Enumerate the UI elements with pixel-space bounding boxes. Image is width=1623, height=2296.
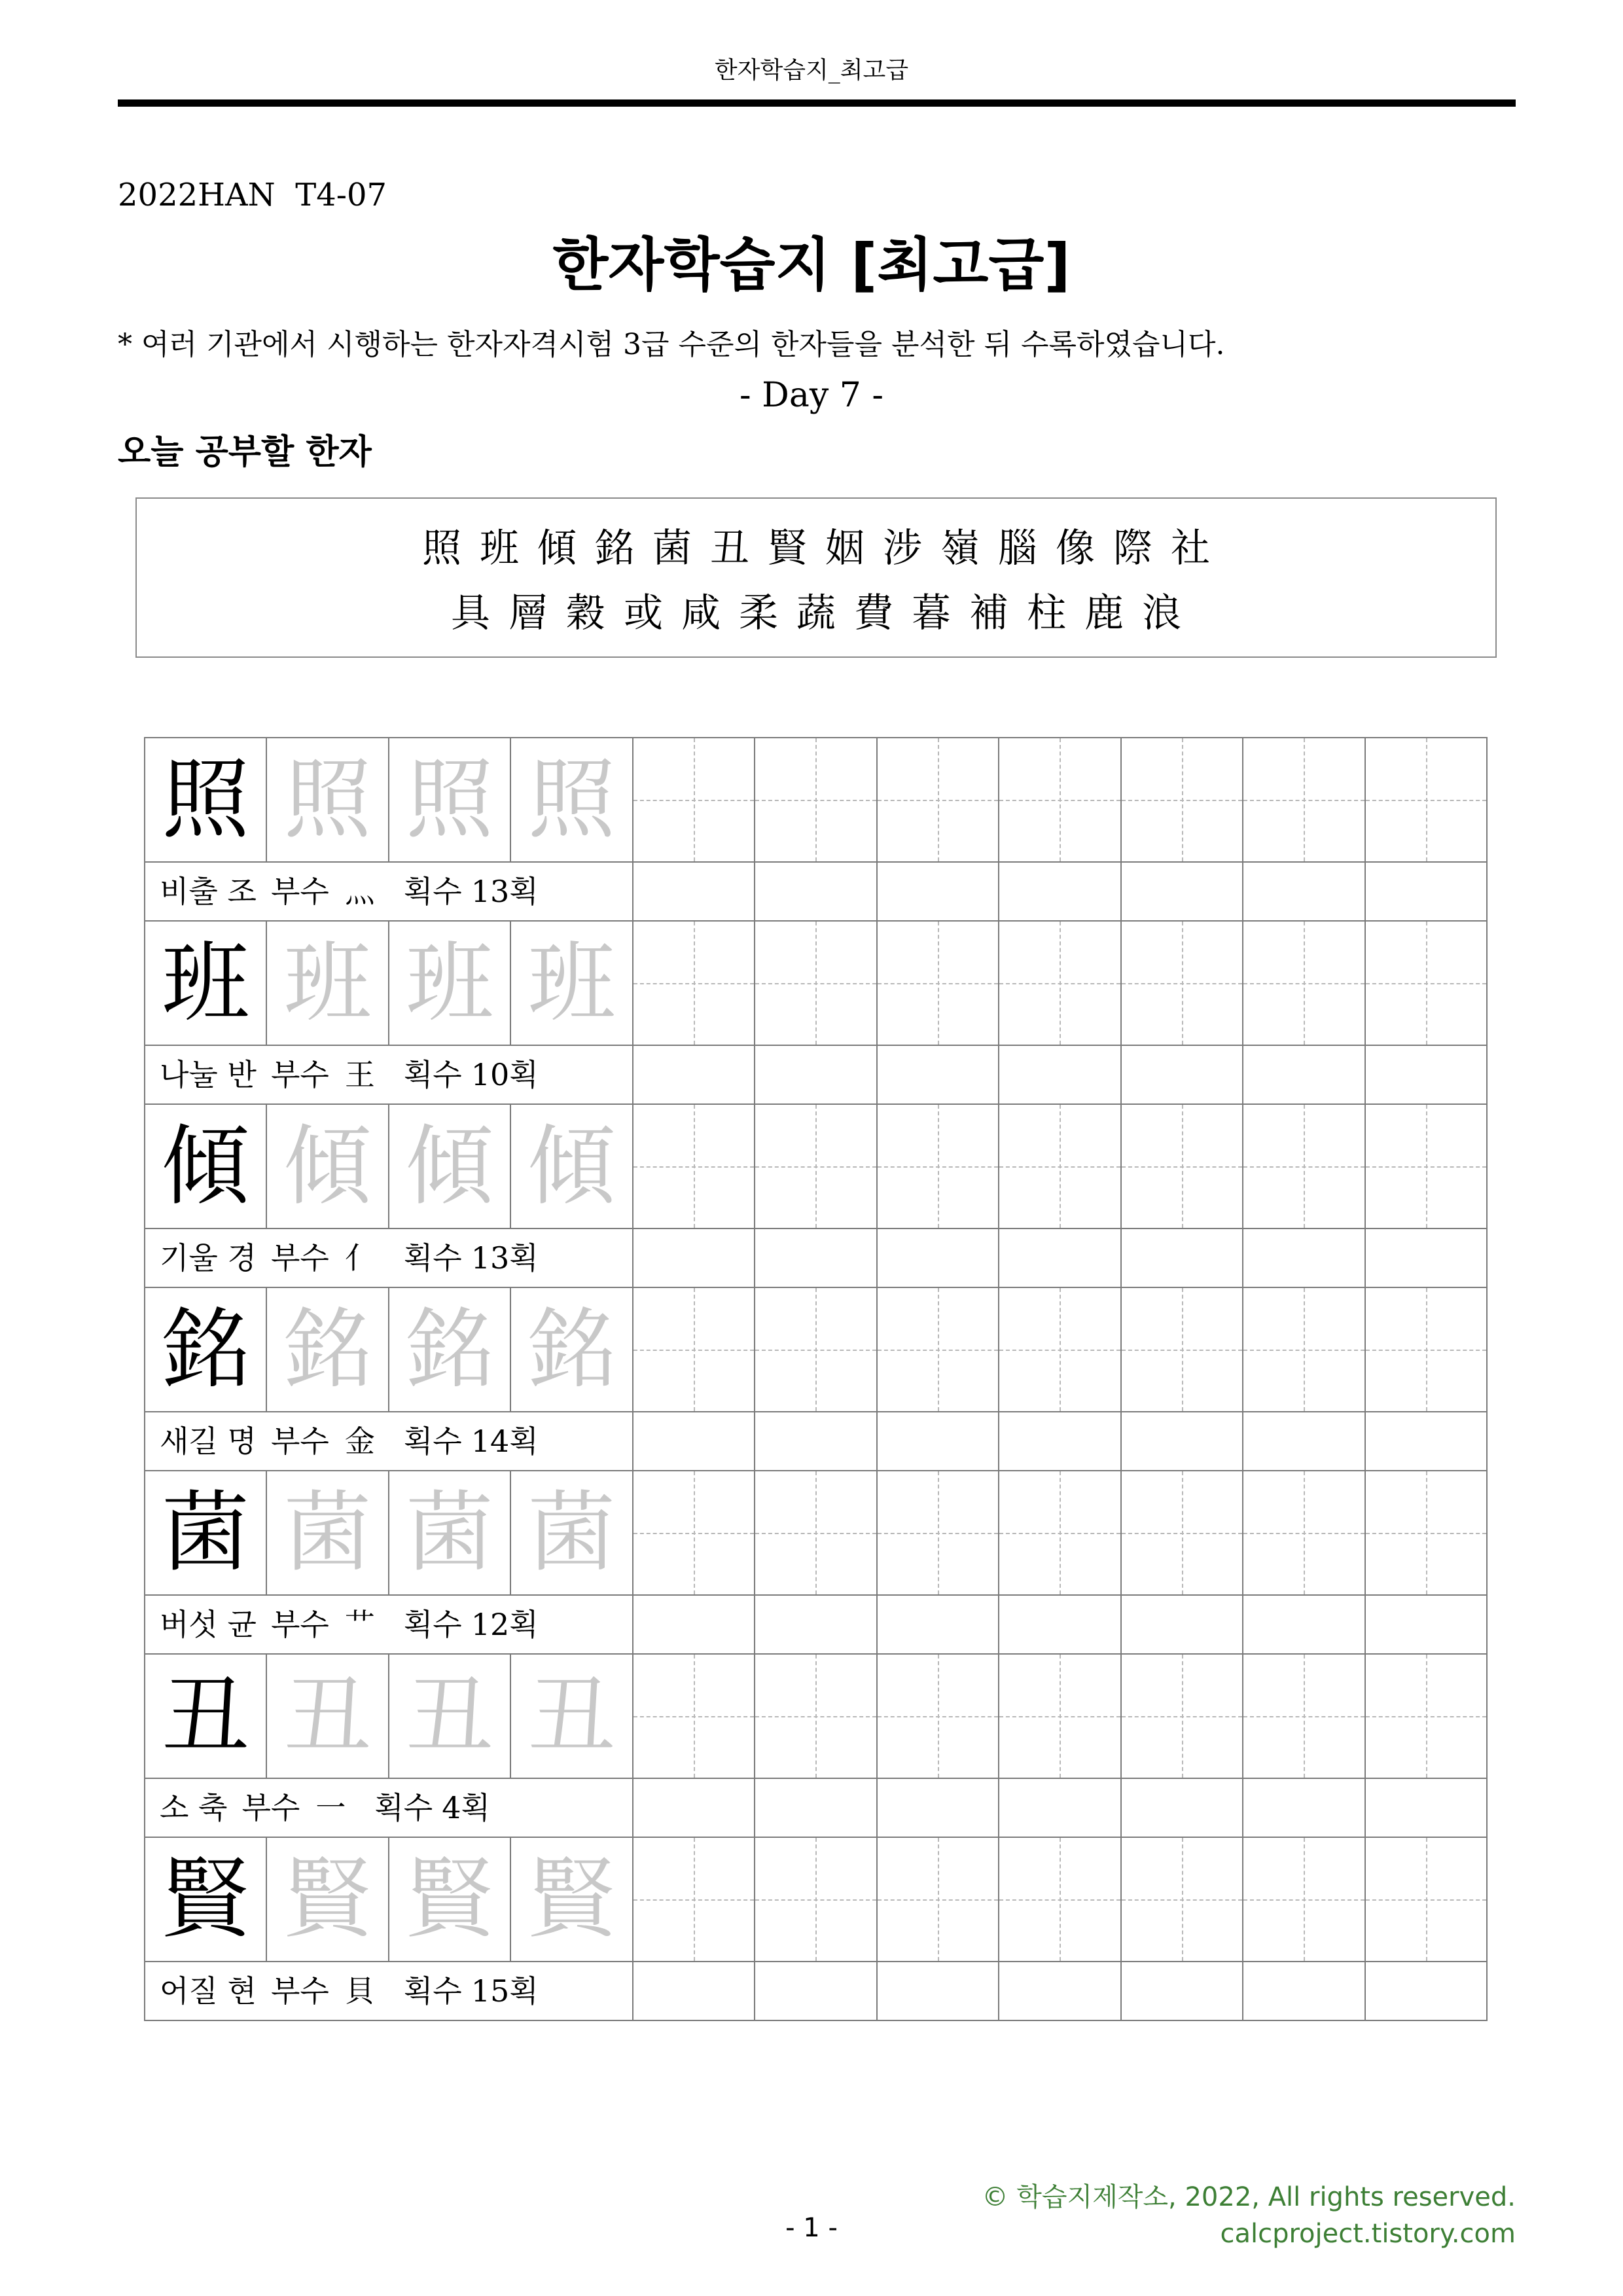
practice-box [999, 1105, 1121, 1229]
info-radical-label: 부수 [270, 1973, 329, 2009]
info-strokes-label: 획수 [374, 1790, 433, 1825]
today-hanja: 咸 [681, 590, 721, 636]
practice-box [1122, 738, 1243, 863]
practice-box [633, 922, 755, 1046]
info-blank-cell [1122, 1962, 1243, 2021]
practice-box [1366, 922, 1488, 1046]
today-hanja: 菌 [652, 526, 692, 571]
today-hanja: 鹿 [1084, 590, 1124, 636]
info-blank-cell [755, 1962, 877, 2021]
info-blank-cell [633, 863, 755, 922]
info-blank-cell [633, 1412, 755, 1471]
char-info [145, 1412, 633, 1471]
info-blank-cell [878, 1962, 999, 2021]
info-strokes-label: 획수 [403, 874, 462, 909]
info-blank-cell [1122, 1229, 1243, 1288]
today-hanja: 或 [624, 590, 663, 636]
today-hanja: 蔬 [796, 590, 836, 636]
info-radical: 一 [315, 1790, 346, 1825]
today-hanja: 嶺 [940, 526, 980, 571]
today-hanja: 賢 [768, 526, 807, 571]
info-blank-cell [1366, 1046, 1488, 1105]
practice-box [999, 1471, 1121, 1596]
info-blank-cell [1122, 1779, 1243, 1838]
practice-box [1243, 1288, 1365, 1412]
practice-box [1366, 1288, 1488, 1412]
char-info [145, 1962, 633, 2021]
info-radical: 亻 [344, 1240, 375, 1276]
model-char-cell: 銘 [145, 1288, 267, 1412]
practice-box [755, 1105, 877, 1229]
info-strokes-label: 획수 [403, 1057, 462, 1092]
info-blank-cell [999, 1962, 1121, 2021]
worksheet-code: 2022HAN T4-07 [118, 177, 387, 213]
today-hanja: 班 [480, 526, 519, 571]
practice-box [878, 922, 999, 1046]
practice-box [1122, 1838, 1243, 1962]
practice-box [999, 1655, 1121, 1779]
model-char-cell: 菌 [145, 1471, 267, 1596]
info-strokes-label: 획수 [403, 1240, 462, 1276]
info-strokes-label: 획수 [403, 1607, 462, 1642]
practice-block [145, 922, 1488, 1105]
today-hanja: 腦 [998, 526, 1037, 571]
practice-box [633, 1655, 755, 1779]
today-hanja: 傾 [537, 526, 577, 571]
info-blank-cell [999, 863, 1121, 922]
trace-char-cell: 菌 [511, 1471, 633, 1596]
practice-box [1243, 1838, 1365, 1962]
page-number: - 1 - [785, 2213, 838, 2243]
info-radical-label: 부수 [241, 1790, 300, 1825]
practice-box [1122, 1471, 1243, 1596]
info-radical-label: 부수 [270, 1240, 329, 1276]
today-hanja: 暮 [912, 590, 951, 636]
info-blank-cell [755, 1596, 877, 1655]
trace-char-cell: 菌 [267, 1471, 389, 1596]
info-strokes: 12획 [471, 1607, 539, 1642]
practice-box [1243, 922, 1365, 1046]
info-blank-cell [1243, 1779, 1365, 1838]
info-meaning: 버섯 균 [160, 1607, 257, 1642]
practice-box [1366, 1838, 1488, 1962]
info-blank-cell [1122, 1412, 1243, 1471]
practice-block [145, 1288, 1488, 1471]
trace-char-cell: 菌 [389, 1471, 511, 1596]
trace-char-cell: 銘 [511, 1288, 633, 1412]
practice-block [145, 1471, 1488, 1655]
practice-box [999, 1838, 1121, 1962]
info-blank-cell [878, 1596, 999, 1655]
practice-box [999, 1288, 1121, 1412]
info-blank-cell [755, 1229, 877, 1288]
practice-box [1122, 922, 1243, 1046]
today-hanja: 具 [451, 590, 490, 636]
info-blank-cell [1366, 1962, 1488, 2021]
header-rule [118, 99, 1516, 107]
info-blank-cell [1366, 1779, 1488, 1838]
today-hanja: 柱 [1027, 590, 1066, 636]
page-title: 한자학습지 [최고급] [552, 231, 1071, 298]
char-info [145, 863, 633, 922]
char-info [145, 1229, 633, 1288]
info-blank-cell [1243, 1046, 1365, 1105]
info-radical-label: 부수 [270, 1424, 329, 1459]
trace-char-cell: 班 [511, 922, 633, 1046]
copyright-text: © 학습지제작소, 2022, All rights reserved. [982, 2182, 1516, 2212]
trace-char-cell: 傾 [389, 1105, 511, 1229]
info-blank-cell [1243, 1596, 1365, 1655]
practice-block [145, 1655, 1488, 1838]
info-blank-cell [1122, 863, 1243, 922]
info-strokes: 10획 [471, 1057, 539, 1092]
today-hanja: 穀 [566, 590, 605, 636]
practice-box [633, 1105, 755, 1229]
practice-box [755, 1838, 877, 1962]
info-blank-cell [1243, 863, 1365, 922]
practice-block [145, 738, 1488, 922]
trace-char-cell: 賢 [511, 1838, 633, 1962]
practice-box [999, 738, 1121, 863]
practice-box [1366, 738, 1488, 863]
practice-box [755, 1655, 877, 1779]
char-info [145, 1046, 633, 1105]
trace-char-cell: 班 [389, 922, 511, 1046]
info-blank-cell [1243, 1412, 1365, 1471]
practice-box [878, 1288, 999, 1412]
practice-box [878, 738, 999, 863]
practice-box [755, 738, 877, 863]
info-meaning: 소 축 [160, 1790, 228, 1825]
info-blank-cell [1122, 1596, 1243, 1655]
today-hanja: 費 [854, 590, 893, 636]
info-meaning: 어질 현 [160, 1973, 257, 2009]
info-strokes: 13획 [471, 874, 539, 909]
today-hanja: 浪 [1142, 590, 1181, 636]
info-strokes: 14획 [471, 1424, 539, 1459]
info-radical-label: 부수 [270, 1607, 329, 1642]
today-hanja-line-1 [137, 526, 1495, 571]
today-hanja: 照 [422, 526, 461, 571]
today-hanja: 層 [508, 590, 548, 636]
info-blank-cell [1122, 1046, 1243, 1105]
info-blank-cell [755, 863, 877, 922]
info-blank-cell [755, 1046, 877, 1105]
info-blank-cell [633, 1779, 755, 1838]
practice-box [1122, 1105, 1243, 1229]
info-strokes: 4획 [442, 1790, 490, 1825]
info-blank-cell [633, 1046, 755, 1105]
trace-char-cell: 銘 [267, 1288, 389, 1412]
info-blank-cell [1366, 1229, 1488, 1288]
today-hanja: 銘 [595, 526, 634, 571]
info-radical-label: 부수 [270, 1057, 329, 1092]
info-blank-cell [878, 1046, 999, 1105]
practice-box [1122, 1655, 1243, 1779]
info-blank-cell [1243, 1229, 1365, 1288]
today-hanja-box [135, 497, 1497, 658]
info-blank-cell [755, 1779, 877, 1838]
info-blank-cell [878, 1229, 999, 1288]
practice-box [878, 1471, 999, 1596]
practice-box [1122, 1288, 1243, 1412]
info-blank-cell [878, 1779, 999, 1838]
practice-box [633, 1288, 755, 1412]
info-meaning: 새길 명 [160, 1424, 257, 1459]
info-strokes-label: 획수 [403, 1424, 462, 1459]
info-meaning: 나눌 반 [160, 1057, 257, 1092]
practice-box [999, 922, 1121, 1046]
char-info [145, 1779, 633, 1838]
trace-char-cell: 照 [511, 738, 633, 863]
today-hanja: 補 [969, 590, 1008, 636]
info-blank-cell [999, 1046, 1121, 1105]
info-radical: 貝 [344, 1973, 375, 2009]
info-radical: 金 [344, 1424, 375, 1459]
model-char-cell: 傾 [145, 1105, 267, 1229]
model-char-cell: 丑 [145, 1655, 267, 1779]
info-blank-cell [999, 1779, 1121, 1838]
practice-box [1366, 1655, 1488, 1779]
running-header: 한자학습지_최고급 [714, 57, 909, 84]
today-hanja: 姻 [825, 526, 865, 571]
practice-box [1243, 1655, 1365, 1779]
practice-box [755, 1471, 877, 1596]
today-hanja: 涉 [883, 526, 922, 571]
char-info [145, 1596, 633, 1655]
today-heading: 오늘 공부할 한자 [118, 433, 372, 472]
practice-box [755, 1288, 877, 1412]
trace-char-cell: 照 [267, 738, 389, 863]
practice-box [633, 1838, 755, 1962]
info-radical: 王 [344, 1057, 375, 1092]
today-hanja: 柔 [739, 590, 778, 636]
trace-char-cell: 銘 [389, 1288, 511, 1412]
info-blank-cell [1366, 863, 1488, 922]
practice-grid [144, 737, 1488, 2021]
info-blank-cell [878, 863, 999, 922]
info-blank-cell [633, 1229, 755, 1288]
info-blank-cell [999, 1596, 1121, 1655]
practice-box [633, 738, 755, 863]
practice-box [755, 922, 877, 1046]
worksheet-note: * 여러 기관에서 시행하는 한자자격시험 3급 수준의 한자들을 분석한 뒤 수록하였습니다. [118, 328, 1225, 361]
info-meaning: 기울 경 [160, 1240, 257, 1276]
info-blank-cell [999, 1229, 1121, 1288]
today-hanja-line-2 [137, 590, 1495, 636]
info-meaning: 비출 조 [160, 874, 257, 909]
info-radical: 灬 [344, 874, 375, 909]
practice-box [1243, 738, 1365, 863]
today-hanja: 社 [1171, 526, 1210, 571]
info-blank-cell [755, 1412, 877, 1471]
practice-box [878, 1655, 999, 1779]
trace-char-cell: 賢 [389, 1838, 511, 1962]
info-blank-cell [633, 1962, 755, 2021]
day-label: - Day 7 - [740, 376, 883, 415]
model-char-cell: 班 [145, 922, 267, 1046]
today-hanja: 際 [1113, 526, 1152, 571]
model-char-cell: 照 [145, 738, 267, 863]
practice-box [1366, 1105, 1488, 1229]
site-url: calcproject.tistory.com [1220, 2219, 1516, 2249]
info-blank-cell [999, 1412, 1121, 1471]
trace-char-cell: 照 [389, 738, 511, 863]
trace-char-cell: 丑 [389, 1655, 511, 1779]
info-strokes: 13획 [471, 1240, 539, 1276]
info-blank-cell [878, 1412, 999, 1471]
info-radical: 艹 [344, 1607, 375, 1642]
practice-block [145, 1105, 1488, 1288]
info-blank-cell [1366, 1596, 1488, 1655]
trace-char-cell: 傾 [511, 1105, 633, 1229]
info-strokes: 15획 [471, 1973, 539, 2009]
info-strokes-label: 획수 [403, 1973, 462, 2009]
trace-char-cell: 班 [267, 922, 389, 1046]
trace-char-cell: 傾 [267, 1105, 389, 1229]
practice-block [145, 1838, 1488, 2021]
model-char-cell: 賢 [145, 1838, 267, 1962]
practice-box [878, 1838, 999, 1962]
info-blank-cell [633, 1596, 755, 1655]
today-hanja: 像 [1056, 526, 1095, 571]
trace-char-cell: 賢 [267, 1838, 389, 1962]
practice-box [1243, 1105, 1365, 1229]
info-blank-cell [1366, 1412, 1488, 1471]
info-blank-cell [1243, 1962, 1365, 2021]
practice-box [633, 1471, 755, 1596]
practice-box [878, 1105, 999, 1229]
practice-box [1366, 1471, 1488, 1596]
trace-char-cell: 丑 [267, 1655, 389, 1779]
trace-char-cell: 丑 [511, 1655, 633, 1779]
info-radical-label: 부수 [270, 874, 329, 909]
practice-box [1243, 1471, 1365, 1596]
today-hanja: 丑 [710, 526, 749, 571]
